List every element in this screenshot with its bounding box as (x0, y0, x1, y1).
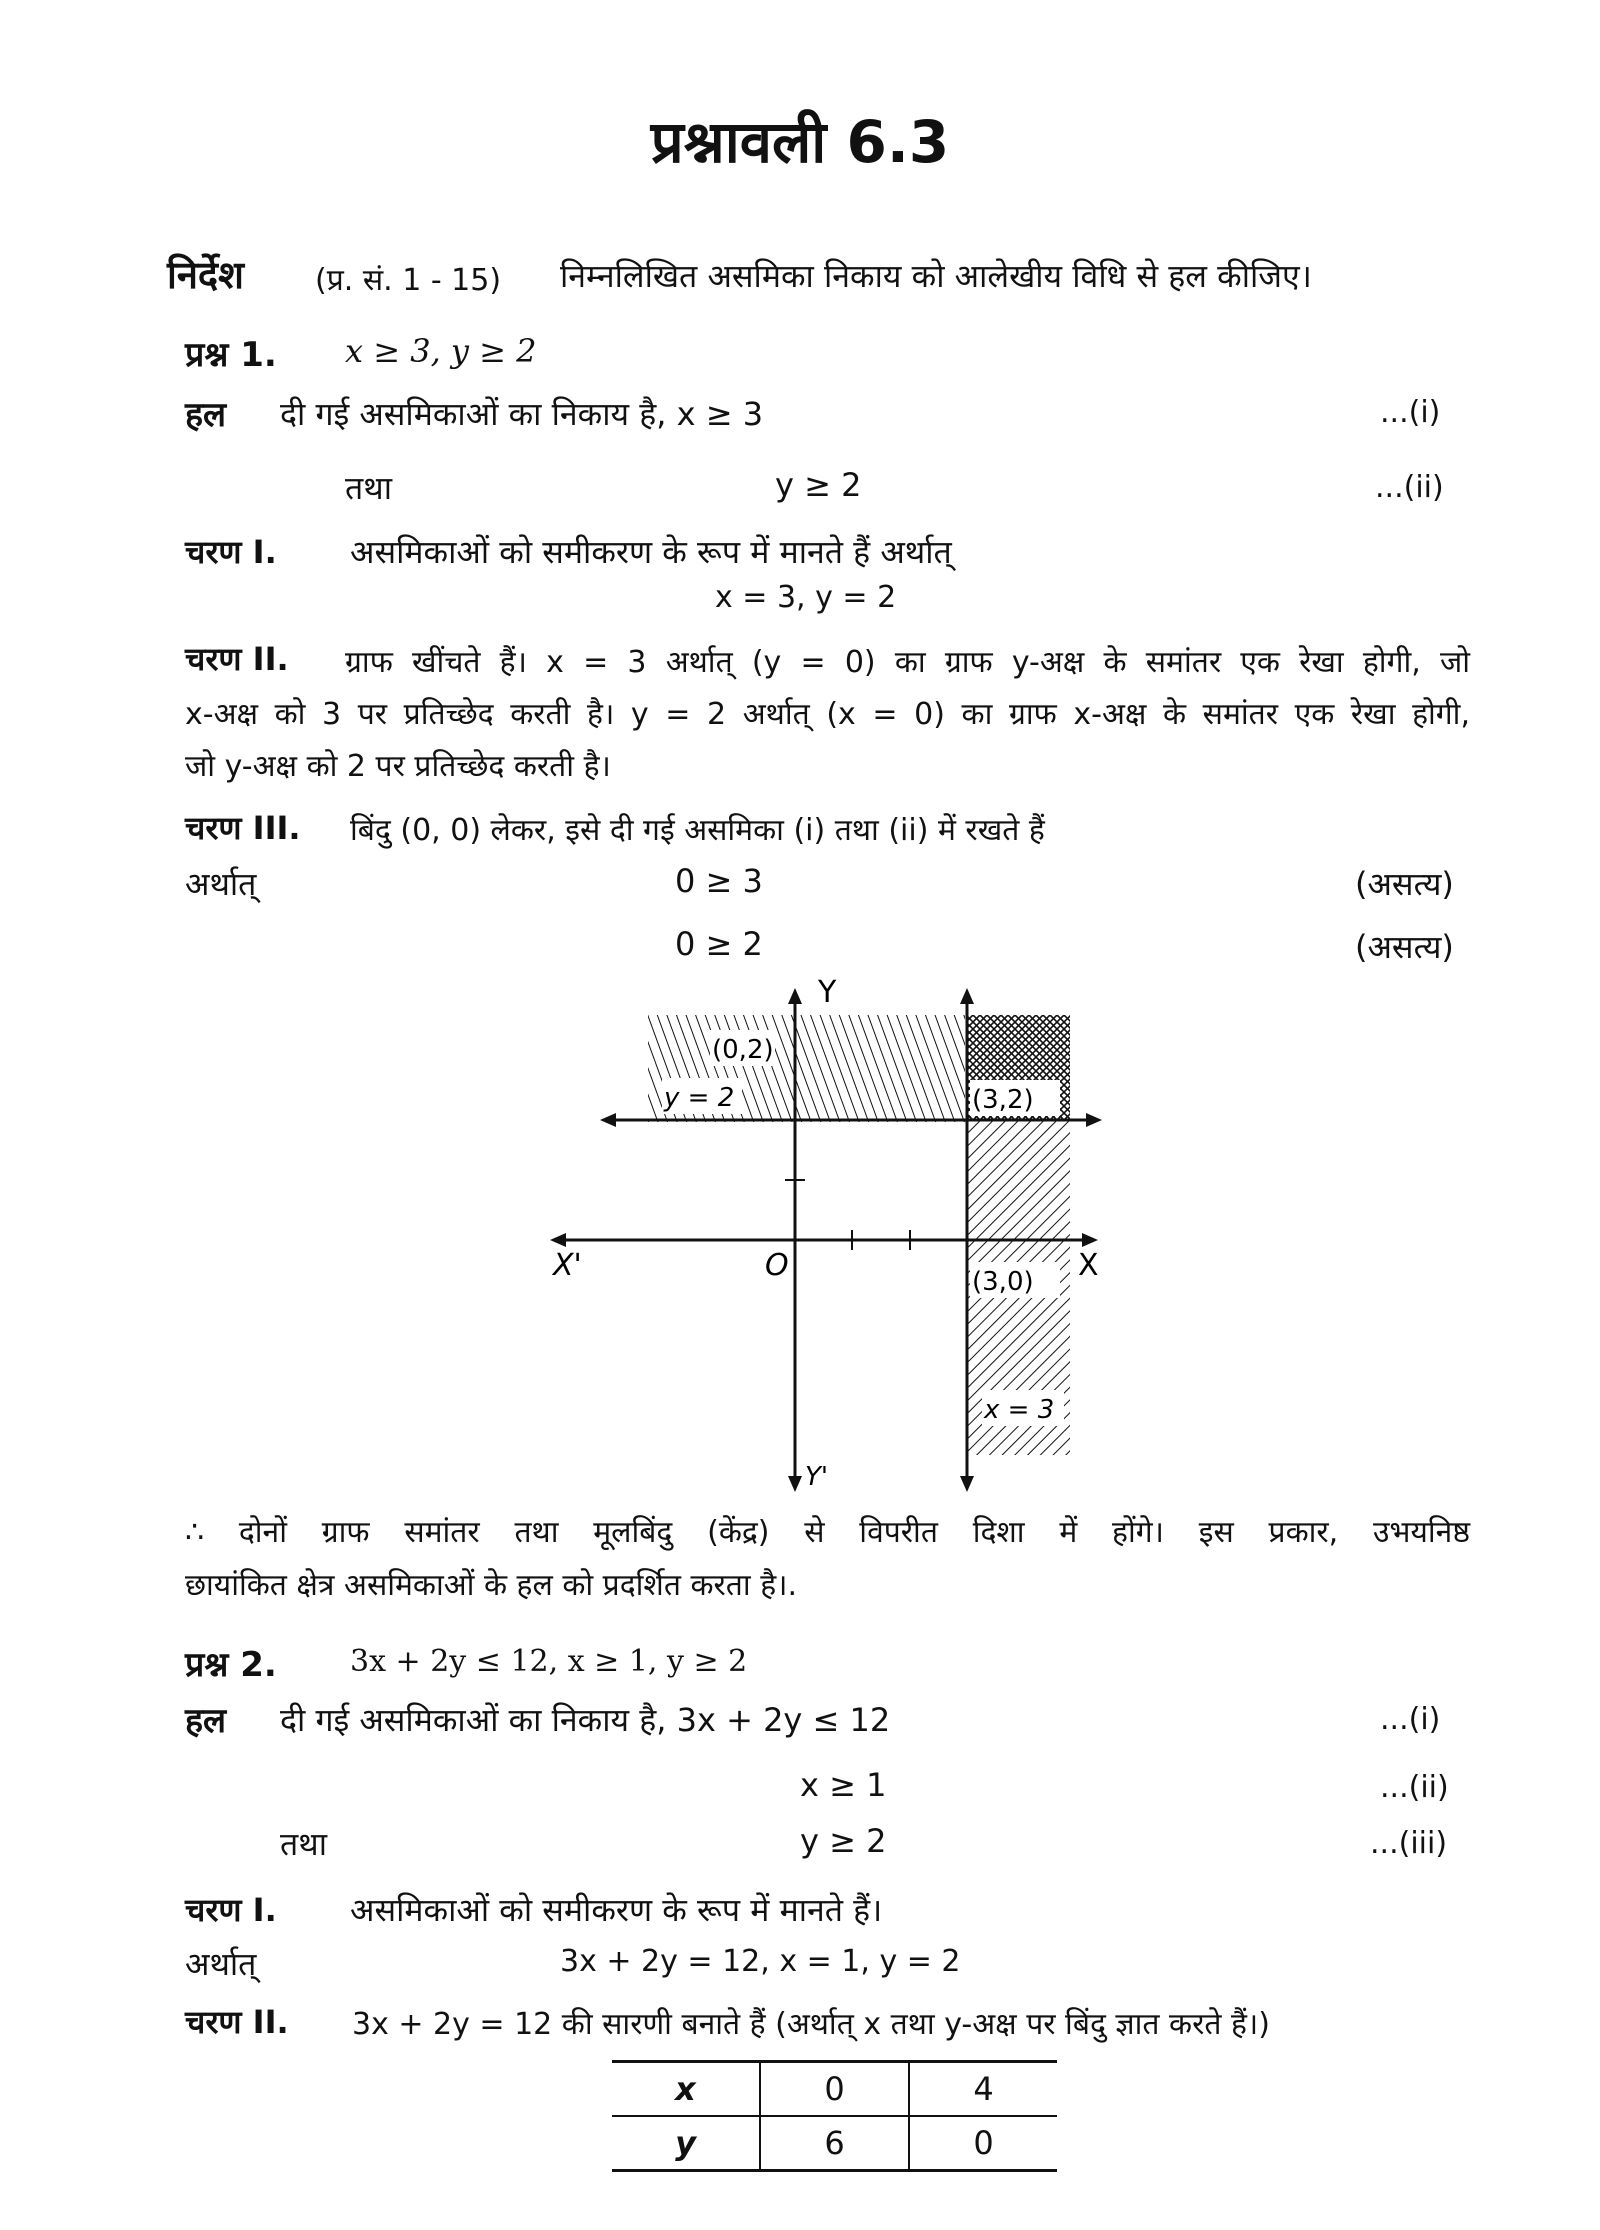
point-3-2-label: (3,2) (972, 1085, 1034, 1115)
q2-table-wrapper (612, 2060, 1057, 2172)
q1-check2: 0 ≥ 2 (675, 925, 763, 963)
q1-step3-text: बिंदु (0, 0) लेकर, इसे दी गई असमिका (i) तथा (ii) में रखते हैं (350, 813, 1045, 848)
q2-ref-iii: ...(iii) (1370, 1826, 1448, 1861)
table-y-value-2: 0 (909, 2116, 1057, 2171)
graph-y-label: Y (818, 975, 837, 1010)
q2-step1-label: चरण I. (185, 1891, 277, 1929)
q2-tatha: तथा (280, 1825, 327, 1863)
q1-label: प्रश्न 1. (185, 335, 277, 375)
q2-hal-text: दी गई असमिकाओं का निकाय है, 3x + 2y ≤ 12 (280, 1701, 891, 1739)
q1-step1-eq: x = 3, y = 2 (715, 580, 897, 615)
line-x-3-label: x = 3 (984, 1395, 1055, 1425)
line-y-2-label: y = 2 (664, 1083, 735, 1113)
graph-origin-label: O (765, 1248, 789, 1283)
q1-arthat: अर्थात् (185, 865, 257, 903)
q2-eq3: y ≥ 2 (800, 1822, 887, 1860)
q2-ref-i: ...(i) (1380, 1702, 1441, 1737)
graph-x-label: X (1078, 1248, 1099, 1283)
table-y-value-1: 6 (760, 2116, 909, 2171)
graph-x-neg-label: X' (553, 1248, 582, 1283)
table-x-value-1: 0 (760, 2062, 909, 2117)
directions-range: (प्र. सं. 1 - 15) (315, 263, 502, 298)
q1-check2-result: (असत्य) (1355, 928, 1454, 966)
q1-step3-label: चरण III. (185, 809, 301, 847)
q2-label: प्रश्न 2. (185, 1645, 277, 1685)
q1-ref-ii: ...(ii) (1375, 470, 1444, 505)
point-3-0-label: (3,0) (972, 1267, 1034, 1297)
q1-step1-text: असमिकाओं को समीकरण के रूप में मानते हैं अर्थात् (350, 533, 952, 571)
q1-check1: 0 ≥ 3 (675, 862, 763, 900)
q1-hal-text: दी गई असमिकाओं का निकाय है, x ≥ 3 (280, 395, 764, 433)
q2-step2-text: 3x + 2y = 12 की सारणी बनाते हैं (अर्थात् x तथा y-अक्ष पर बिंदु ज्ञात करते हैं।) (352, 2007, 1271, 2042)
graph-y-neg-label: Y' (805, 1462, 829, 1492)
q1-step2-line2: x-अक्ष को 3 पर प्रतिच्छेद करती है। y = 2 अर्थात् (x = 0) का ग्राफ x-अक्ष के समांतर एक रेखा होगी, (185, 697, 1470, 732)
q1-hal-label: हल (185, 395, 227, 435)
q2-step1-text: असमिकाओं को समीकरण के रूप में मानते हैं। (350, 1891, 883, 1929)
q1-step1-label: चरण I. (185, 533, 277, 571)
q1-conclusion-line2: छायांकित क्षेत्र असमिकाओं के हल को प्रदर्शित करता है।. (185, 1568, 798, 1603)
point-0-2-label: (0,2) (712, 1035, 774, 1065)
q1-conclusion-line1: ∴ दोनों ग्राफ समांतर तथा मूलबिंदु (केंद्र) से विपरीत दिशा में होंगे। इस प्रकार, उभयनिष्ठ (185, 1515, 1470, 1550)
q2-step2-label: चरण II. (185, 2003, 289, 2041)
q1-step2-line1: ग्राफ खींचते हैं। x = 3 अर्थात् (y = 0) का ग्राफ y-अक्ष के समांतर एक रेखा होगी, जो (345, 645, 1470, 680)
q1-step2-label: चरण II. (185, 640, 289, 678)
q2-step1-eq: 3x + 2y = 12, x = 1, y = 2 (560, 1944, 961, 1979)
q2-hal-label: हल (185, 1701, 227, 1741)
q1-check1-result: (असत्य) (1355, 865, 1454, 903)
table-x-label: x (675, 2070, 696, 2108)
q1-eq2: y ≥ 2 (775, 466, 862, 504)
page-title: प्रश्नावली 6.3 (650, 108, 950, 176)
directions-label: निर्देश (167, 253, 244, 297)
q1-tatha: तथा (345, 469, 392, 507)
q2-question: 3x + 2y ≤ 12, x ≥ 1, y ≥ 2 (350, 1644, 748, 1679)
q2-eq2: x ≥ 1 (800, 1766, 887, 1804)
table-y-label: y (675, 2124, 696, 2162)
q2-ref-ii: ...(ii) (1380, 1770, 1449, 1805)
directions-text: निम्नलिखित असमिका निकाय को आलेखीय विधि से हल कीजिए। (560, 257, 1312, 295)
q2-table (612, 2060, 1057, 2172)
table-x-value-2: 4 (909, 2062, 1057, 2117)
q2-arthat: अर्थात् (185, 1945, 257, 1983)
q1-step2-line3: जो y-अक्ष को 2 पर प्रतिच्छेद करती है। (185, 749, 611, 784)
q1-question: x ≥ 3, y ≥ 2 (345, 332, 537, 370)
q1-ref-i: ...(i) (1380, 395, 1441, 430)
